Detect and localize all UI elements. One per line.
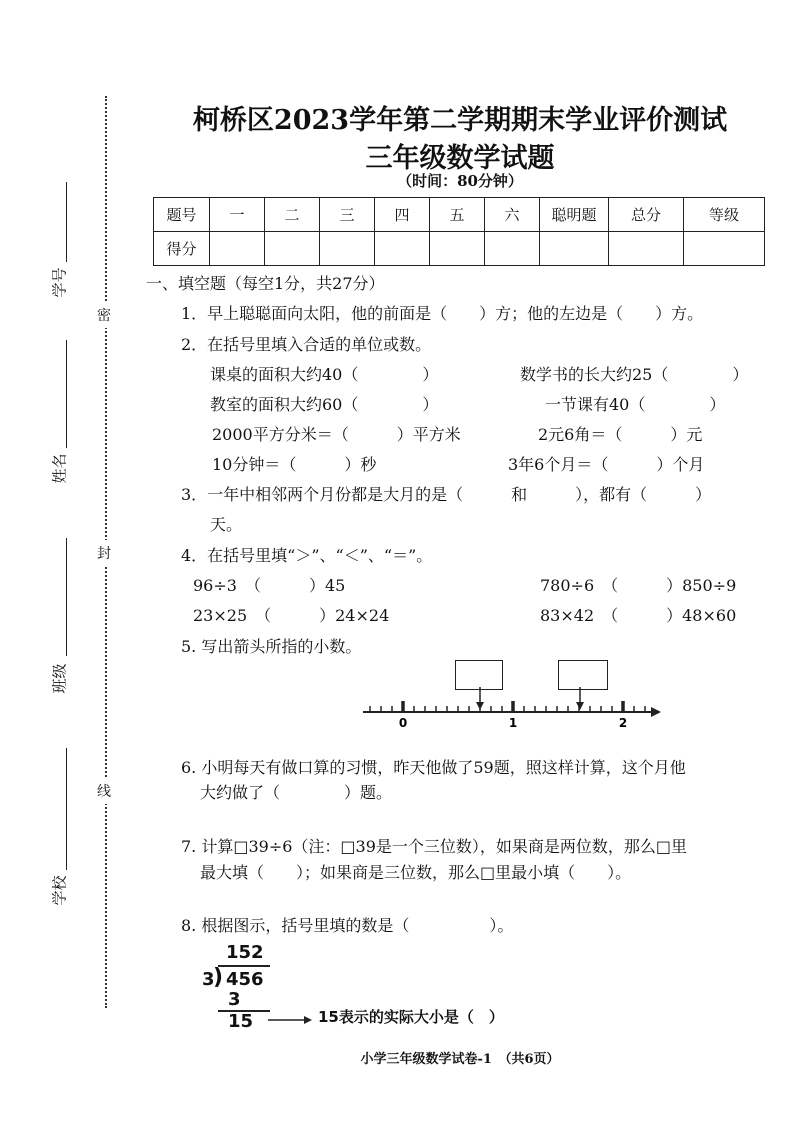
- page-footer: 小学三年级数学试卷-1 （共6页）: [360, 1052, 560, 1067]
- division-step2: 15: [228, 1011, 254, 1032]
- score-cell[interactable]: [320, 232, 375, 266]
- right-arrow-head: [576, 702, 584, 710]
- table-header-cell: 一: [210, 198, 265, 232]
- table-header-cell: 五: [430, 198, 485, 232]
- question-4: 4．在括号里填“＞”、“＜”、“＝”。: [181, 546, 433, 565]
- q2-item: 教室的面积大约60（ ）: [210, 395, 439, 414]
- question-2: 2．在括号里填入合适的单位或数。: [181, 335, 432, 354]
- school-line[interactable]: [66, 748, 67, 870]
- table-header-cell: 四: [375, 198, 430, 232]
- score-cell[interactable]: [540, 232, 609, 266]
- division-quotient: 152: [226, 942, 264, 963]
- q2-item: 数学书的长大约25（ ）: [520, 365, 749, 384]
- q2-item: 2元6角＝（ ）元: [538, 425, 703, 444]
- question-3: 3．一年中相邻两个月份都是大月的是（ 和 ），都有（ ）: [181, 485, 712, 504]
- q4-item: 83×42 （ ）48×60: [540, 606, 737, 625]
- q2-item: 一节课有40（ ）: [545, 395, 726, 414]
- q4-item: 96÷3 （ ）45: [193, 576, 346, 595]
- score-cell[interactable]: [609, 232, 684, 266]
- question-7: 7. 计算□39÷6（注：□39是一个三位数），如果商是两位数，那么□里: [181, 837, 688, 856]
- table-header-cell: 等级: [684, 198, 765, 232]
- exam-subtitle: 三年级数学试题: [365, 143, 555, 174]
- tick-label-2: 2: [618, 716, 628, 730]
- axis-arrow-icon: [651, 707, 661, 717]
- student-no-label: 学号: [50, 267, 69, 298]
- name-line[interactable]: [66, 340, 67, 448]
- table-header-cell: 题号: [154, 198, 210, 232]
- score-cell[interactable]: [684, 232, 765, 266]
- question-7-cont: 最大填（ ）；如果商是三位数，那么□里最小填（ ）。: [200, 863, 632, 882]
- table-header-cell: 六: [485, 198, 540, 232]
- table-header-cell: 总分: [609, 198, 684, 232]
- tick-label-1: 1: [508, 716, 518, 730]
- class-line[interactable]: [66, 538, 67, 656]
- table-header-cell: 二: [265, 198, 320, 232]
- number-line: [355, 685, 675, 735]
- name-label: 姓名: [50, 453, 69, 484]
- q4-item: 23×25 （ ）24×24: [193, 606, 390, 625]
- question-3-cont: 天。: [210, 515, 243, 534]
- tick-label-0: 0: [398, 716, 408, 730]
- score-table-score-row: [154, 232, 765, 266]
- question-5: 5. 写出箭头所指的小数。: [181, 637, 362, 656]
- seal-char-mi: 密: [97, 302, 111, 328]
- score-cell[interactable]: [210, 232, 265, 266]
- table-header-cell: 聪明题: [540, 198, 609, 232]
- division-bar: [218, 965, 270, 967]
- seal-char-feng: 封: [97, 540, 111, 566]
- question-6: 6. 小明每天有做口算的习惯，昨天他做了59题，照这样计算，这个月他: [181, 758, 686, 777]
- score-table: [153, 197, 765, 266]
- section-title: 一、填空题（每空1分，共27分）: [146, 274, 385, 293]
- score-cell[interactable]: [265, 232, 320, 266]
- q2-item: 课桌的面积大约40（ ）: [210, 365, 439, 384]
- question-1: 1．早上聪聪面向太阳，他的前面是（ ）方；他的左边是（ ）方。: [181, 304, 704, 323]
- q2-item: 3年6个月＝（ ）个月: [508, 455, 705, 474]
- division-note: 15表示的实际大小是（ ）: [318, 1008, 504, 1026]
- question-8: 8. 根据图示，括号里填的数是（ ）。: [181, 916, 514, 935]
- pointer-arrow-icon: [268, 1014, 314, 1026]
- class-label: 班级: [50, 663, 69, 694]
- exam-title: 柯桥区2023学年第二学期期末学业评价测试: [192, 105, 728, 136]
- question-6-cont: 大约做了（ ）题。: [200, 783, 393, 802]
- ticks-group: [370, 701, 645, 712]
- division-dividend: 456: [226, 969, 264, 990]
- division-bracket: ): [213, 965, 224, 990]
- exam-time: （时间：80分钟）: [397, 172, 523, 190]
- seal-char-xian: 线: [97, 778, 111, 804]
- q2-item: 2000平方分米＝（ ）平方米: [212, 425, 461, 444]
- table-header-cell: 三: [320, 198, 375, 232]
- division-divisor: 3: [202, 969, 215, 990]
- score-row-label: 得分: [154, 232, 210, 266]
- student-no-line[interactable]: [66, 182, 67, 262]
- q2-item: 10分钟＝（ ）秒: [212, 455, 377, 474]
- school-label: 学校: [50, 875, 69, 906]
- score-cell[interactable]: [375, 232, 430, 266]
- division-step1: 3: [228, 989, 241, 1010]
- score-cell[interactable]: [485, 232, 540, 266]
- score-cell[interactable]: [430, 232, 485, 266]
- q4-item: 780÷6 （ ）850÷9: [540, 576, 737, 595]
- score-table-header-row: [154, 198, 765, 232]
